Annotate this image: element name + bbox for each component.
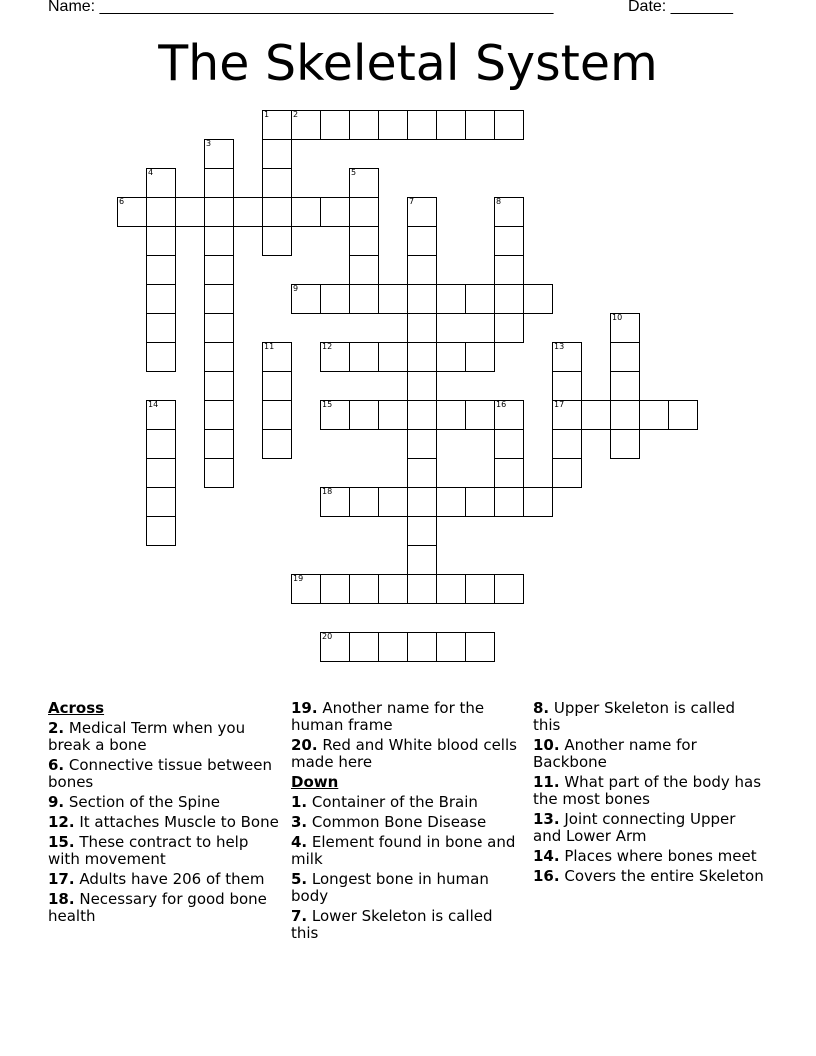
crossword-cell[interactable] — [146, 400, 176, 430]
date-label[interactable]: Date: _______ — [628, 0, 733, 15]
crossword-cell[interactable] — [262, 139, 292, 169]
crossword-cell[interactable] — [262, 371, 292, 401]
clue-item — [291, 814, 523, 831]
clue-item — [533, 811, 765, 845]
crossword-cell[interactable] — [523, 284, 553, 314]
crossword-cell[interactable] — [465, 110, 495, 140]
crossword-cell[interactable] — [639, 400, 669, 430]
clue-item — [533, 868, 765, 885]
clue-number: 7. — [291, 907, 308, 925]
crossword-cell[interactable] — [436, 632, 466, 662]
crossword-cell[interactable] — [378, 342, 408, 372]
clue-number: 4 — [148, 168, 154, 177]
crossword-cell[interactable] — [407, 371, 437, 401]
crossword-cell[interactable] — [146, 516, 176, 546]
crossword-cell[interactable] — [349, 110, 379, 140]
clue-number: 9. — [48, 793, 65, 811]
crossword-cell[interactable] — [146, 168, 176, 198]
clue-number: 11. — [533, 773, 560, 791]
crossword-cell[interactable] — [204, 458, 234, 488]
clue-number: 3 — [206, 139, 212, 148]
crossword-cell[interactable] — [320, 632, 350, 662]
clue-number: 8 — [496, 197, 502, 206]
crossword-cell[interactable] — [320, 342, 350, 372]
crossword-cell[interactable] — [204, 255, 234, 285]
crossword-cell[interactable] — [349, 197, 379, 227]
clue-number: 11 — [264, 342, 275, 351]
clue-number: 20. — [291, 736, 318, 754]
crossword-cell[interactable] — [320, 284, 350, 314]
clue-number: 5. — [291, 870, 308, 888]
crossword-cell[interactable] — [668, 400, 698, 430]
crossword-cell[interactable] — [204, 168, 234, 198]
crossword-cell[interactable] — [610, 429, 640, 459]
crossword-cell[interactable] — [494, 487, 524, 517]
clue-number: 4. — [291, 833, 308, 851]
crossword-cell[interactable] — [262, 226, 292, 256]
crossword-cell[interactable] — [436, 110, 466, 140]
crossword-cell[interactable] — [494, 458, 524, 488]
crossword-cell[interactable] — [204, 313, 234, 343]
crossword-cell[interactable] — [320, 400, 350, 430]
across-heading: Across — [48, 699, 105, 717]
clue-number: 14 — [148, 400, 159, 409]
crossword-cell[interactable] — [146, 313, 176, 343]
clue-item — [533, 700, 765, 734]
crossword-cell[interactable] — [465, 574, 495, 604]
crossword-cell[interactable] — [204, 342, 234, 372]
crossword-cell[interactable] — [407, 574, 437, 604]
crossword-cell[interactable] — [262, 168, 292, 198]
clue-text: Another name for Backbone — [533, 736, 697, 771]
crossword-cell[interactable] — [407, 197, 437, 227]
crossword-cell[interactable] — [291, 284, 321, 314]
crossword-cell[interactable] — [407, 400, 437, 430]
crossword-cell[interactable] — [349, 255, 379, 285]
clue-text: Container of the Brain — [307, 793, 478, 811]
clue-item — [533, 774, 765, 808]
crossword-cell[interactable] — [146, 458, 176, 488]
crossword-cell[interactable] — [465, 632, 495, 662]
crossword-cell[interactable] — [378, 284, 408, 314]
crossword-cell[interactable] — [494, 400, 524, 430]
crossword-cell[interactable] — [494, 313, 524, 343]
crossword-cell[interactable] — [320, 487, 350, 517]
clue-number: 18 — [322, 487, 333, 496]
clue-item — [291, 794, 523, 811]
clues-column-2 — [291, 700, 523, 945]
crossword-cell[interactable] — [378, 574, 408, 604]
clue-number: 19 — [293, 574, 304, 583]
crossword-cell[interactable] — [146, 487, 176, 517]
page-title: The Skeletal System — [158, 35, 658, 92]
clue-number: 18. — [48, 890, 75, 908]
crossword-cell[interactable] — [494, 255, 524, 285]
crossword-cell[interactable] — [262, 400, 292, 430]
crossword-cell[interactable] — [407, 516, 437, 546]
clue-item — [48, 834, 280, 868]
crossword-cell[interactable] — [349, 574, 379, 604]
clue-text: Element found in bone and milk — [291, 833, 516, 868]
clue-number: 19. — [291, 699, 318, 717]
clue-item — [533, 848, 765, 865]
clue-text: Joint connecting Upper and Lower Arm — [533, 810, 736, 845]
crossword-cell[interactable] — [407, 545, 437, 575]
clue-item — [48, 794, 280, 811]
crossword-cell[interactable] — [552, 429, 582, 459]
clue-number: 8. — [533, 699, 550, 717]
clue-item — [291, 908, 523, 942]
crossword-cell[interactable] — [349, 487, 379, 517]
crossword-cell[interactable] — [407, 226, 437, 256]
clue-number: 13. — [533, 810, 560, 828]
crossword-cell[interactable] — [407, 313, 437, 343]
clue-number: 2 — [293, 110, 299, 119]
clue-text: Medical Term when you break a bone — [48, 719, 246, 754]
crossword-cell[interactable] — [117, 197, 147, 227]
clue-number: 10. — [533, 736, 560, 754]
crossword-cell[interactable] — [610, 371, 640, 401]
crossword-cell[interactable] — [552, 458, 582, 488]
crossword-cell[interactable] — [436, 400, 466, 430]
crossword-cell[interactable] — [552, 371, 582, 401]
crossword-cell[interactable] — [349, 168, 379, 198]
crossword-cell[interactable] — [407, 458, 437, 488]
clue-number: 16 — [496, 400, 507, 409]
clue-text: Connective tissue between bones — [48, 756, 273, 791]
clue-text: Longest bone in human body — [291, 870, 489, 905]
crossword-cell[interactable] — [349, 342, 379, 372]
crossword-cell[interactable] — [407, 284, 437, 314]
clue-item — [48, 871, 280, 888]
crossword-cell[interactable] — [233, 197, 263, 227]
name-label[interactable]: Name: ___________________________________________________ — [48, 0, 554, 15]
crossword-cell[interactable] — [146, 255, 176, 285]
clue-text: Another name for the human frame — [291, 699, 485, 734]
clue-number: 16. — [533, 867, 560, 885]
clue-text: Section of the Spine — [64, 793, 220, 811]
clue-number: 12. — [48, 813, 75, 831]
clue-number: 13 — [554, 342, 565, 351]
crossword-cell[interactable] — [204, 371, 234, 401]
crossword-cell[interactable] — [407, 255, 437, 285]
crossword-cell[interactable] — [291, 197, 321, 227]
crossword-cell[interactable] — [552, 342, 582, 372]
crossword-cell[interactable] — [320, 110, 350, 140]
clue-text: Upper Skeleton is called this — [533, 699, 735, 734]
crossword-cell[interactable] — [494, 429, 524, 459]
crossword-cell[interactable] — [204, 284, 234, 314]
clue-item — [48, 891, 280, 925]
crossword-cell[interactable] — [407, 632, 437, 662]
crossword-cell[interactable] — [146, 197, 176, 227]
clue-number: 15 — [322, 400, 333, 409]
clue-text: Covers the entire Skeleton — [559, 867, 764, 885]
crossword-cell[interactable] — [378, 632, 408, 662]
crossword-cell[interactable] — [146, 342, 176, 372]
clue-number: 10 — [612, 313, 623, 322]
crossword-cell[interactable] — [204, 139, 234, 169]
clue-number: 6 — [119, 197, 125, 206]
clue-number: 5 — [351, 168, 357, 177]
clue-text: Adults have 206 of them — [74, 870, 265, 888]
crossword-cell[interactable] — [349, 284, 379, 314]
crossword-cell[interactable] — [610, 400, 640, 430]
clue-item — [48, 814, 280, 831]
crossword-cell[interactable] — [204, 226, 234, 256]
crossword-cell[interactable] — [436, 487, 466, 517]
crossword-cell[interactable] — [146, 284, 176, 314]
crossword-cell[interactable] — [436, 574, 466, 604]
crossword-cell[interactable] — [291, 574, 321, 604]
crossword-cell[interactable] — [320, 197, 350, 227]
crossword-cell[interactable] — [262, 429, 292, 459]
crossword-cell[interactable] — [523, 487, 553, 517]
clue-number: 3. — [291, 813, 308, 831]
crossword-cell[interactable] — [407, 429, 437, 459]
clue-number: 12 — [322, 342, 333, 351]
clue-text: These contract to help with movement — [48, 833, 249, 868]
clue-item — [291, 834, 523, 868]
crossword-cell[interactable] — [204, 400, 234, 430]
crossword-cell[interactable] — [581, 400, 611, 430]
clue-number: 15. — [48, 833, 75, 851]
clue-item — [291, 737, 523, 771]
crossword-cell[interactable] — [175, 197, 205, 227]
crossword-cell[interactable] — [610, 313, 640, 343]
crossword-cell[interactable] — [378, 110, 408, 140]
clue-text: Necessary for good bone health — [48, 890, 267, 925]
crossword-cell[interactable] — [436, 284, 466, 314]
clue-text: It attaches Muscle to Bone — [74, 813, 279, 831]
clue-number: 1 — [264, 110, 270, 119]
clue-item — [48, 720, 280, 754]
crossword-cell[interactable] — [494, 574, 524, 604]
crossword-cell[interactable] — [291, 110, 321, 140]
crossword-cell[interactable] — [494, 226, 524, 256]
clue-number: 20 — [322, 632, 333, 641]
clue-number: 2. — [48, 719, 65, 737]
clue-number: 14. — [533, 847, 560, 865]
clues-column-1 — [48, 700, 280, 928]
clues-column-3 — [533, 700, 765, 888]
crossword-cell[interactable] — [349, 400, 379, 430]
crossword-cell[interactable] — [494, 284, 524, 314]
crossword-cell[interactable] — [494, 197, 524, 227]
clue-text: Red and White blood cells made here — [291, 736, 517, 771]
crossword-cell[interactable] — [378, 487, 408, 517]
crossword-cell[interactable] — [320, 574, 350, 604]
clue-number: 9 — [293, 284, 299, 293]
crossword-cell[interactable] — [349, 226, 379, 256]
crossword-cell[interactable] — [204, 429, 234, 459]
clue-text: Common Bone Disease — [307, 813, 487, 831]
clue-text: What part of the body has the most bones — [533, 773, 762, 808]
crossword-cell[interactable] — [204, 197, 234, 227]
clue-item — [291, 871, 523, 905]
clue-number: 1. — [291, 793, 308, 811]
crossword-cell[interactable] — [465, 487, 495, 517]
crossword-cell[interactable] — [407, 487, 437, 517]
clue-item — [291, 700, 523, 734]
clue-number: 6. — [48, 756, 65, 774]
crossword-cell[interactable] — [146, 226, 176, 256]
crossword-cell[interactable] — [262, 110, 292, 140]
clue-number: 17 — [554, 400, 565, 409]
clue-number: 7 — [409, 197, 415, 206]
clue-number: 17. — [48, 870, 75, 888]
crossword-cell[interactable] — [436, 342, 466, 372]
crossword-cell[interactable] — [407, 110, 437, 140]
crossword-cell[interactable] — [465, 342, 495, 372]
clue-text: Lower Skeleton is called this — [291, 907, 493, 942]
crossword-cell[interactable] — [146, 429, 176, 459]
down-heading: Down — [291, 773, 339, 791]
crossword-cell[interactable] — [262, 342, 292, 372]
clue-text: Places where bones meet — [559, 847, 757, 865]
crossword-cell[interactable] — [349, 632, 379, 662]
crossword-cell[interactable] — [465, 400, 495, 430]
crossword-cell[interactable] — [465, 284, 495, 314]
crossword-cell[interactable] — [494, 110, 524, 140]
clue-item — [533, 737, 765, 771]
crossword-cell[interactable] — [262, 197, 292, 227]
crossword-cell[interactable] — [378, 400, 408, 430]
crossword-cell[interactable] — [552, 400, 582, 430]
crossword-cell[interactable] — [407, 342, 437, 372]
crossword-cell[interactable] — [610, 342, 640, 372]
clue-item — [48, 757, 280, 791]
